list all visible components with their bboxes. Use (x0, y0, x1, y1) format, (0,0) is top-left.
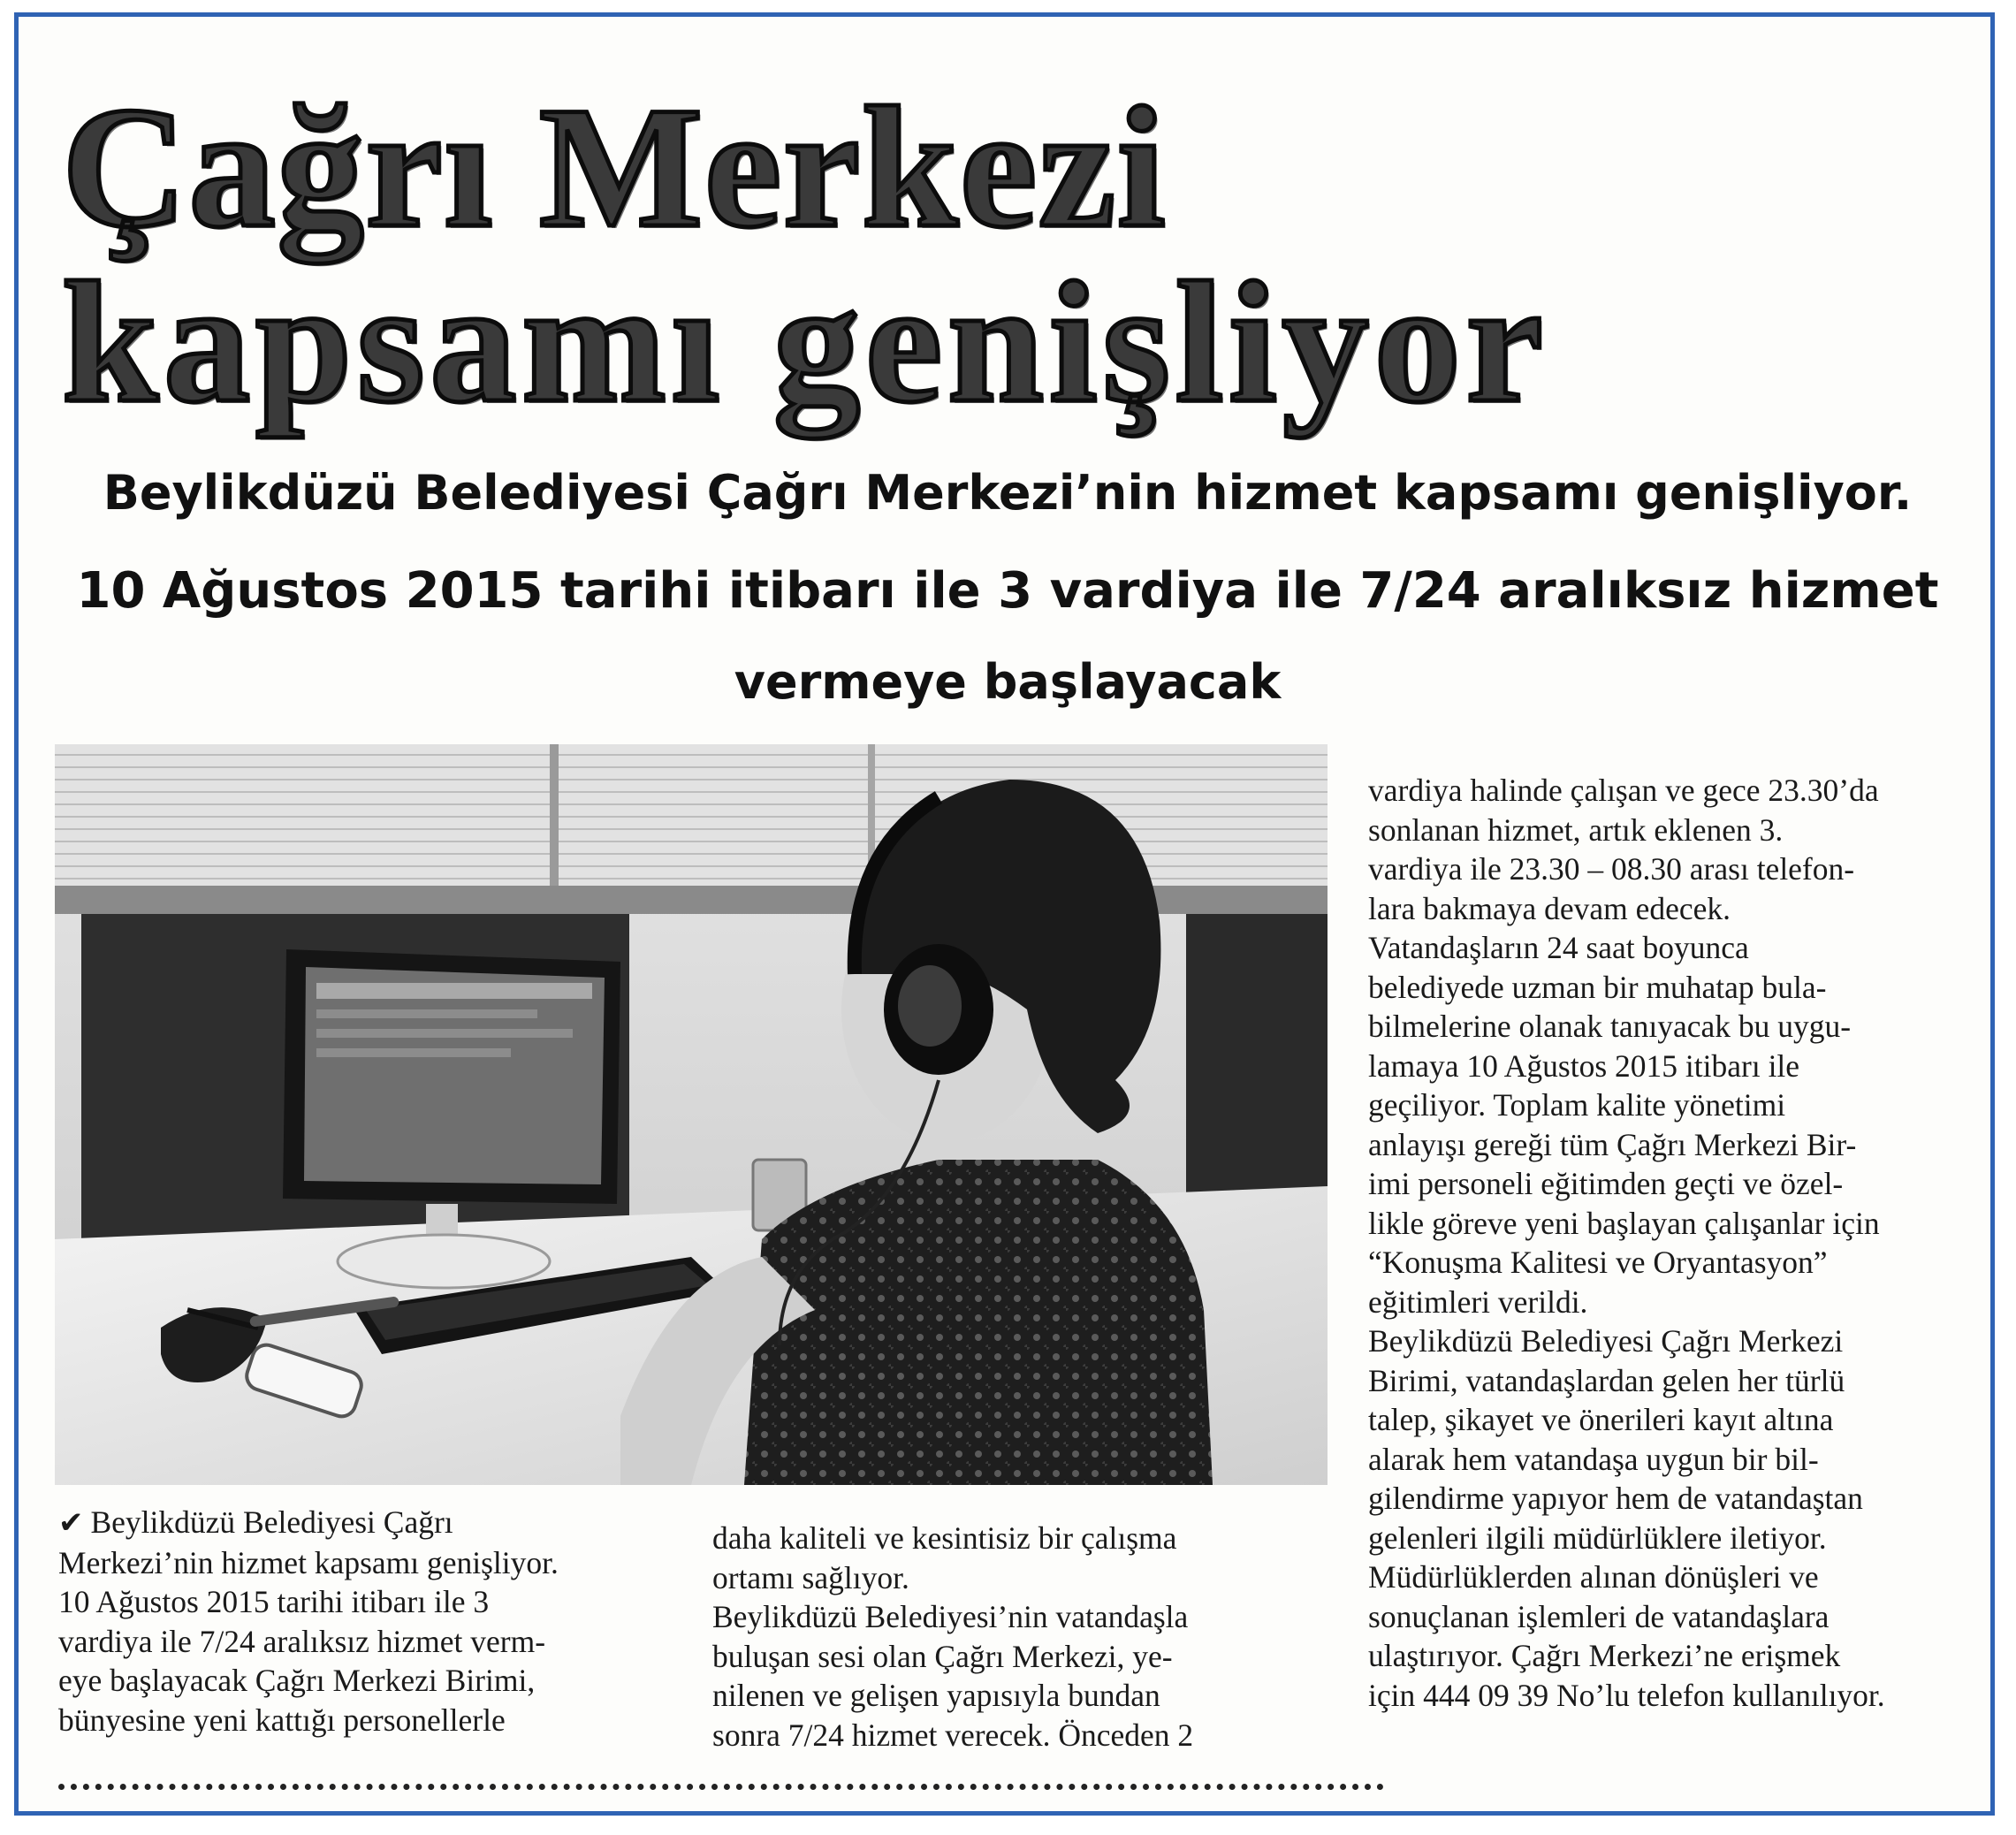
body-line: Vatandaşların 24 saat boyunca (1368, 930, 1749, 965)
body-line: likle göreve yeni başlayan çalışanlar için (1368, 1205, 1880, 1241)
body-line: imi personeli eğitimden geçti ve özel- (1368, 1166, 1844, 1201)
caption-column (58, 1503, 559, 1740)
body-line: için 444 09 39 No’lu telefon kullanılıyor. (1368, 1677, 1885, 1713)
body-line: Beylikdüzü Belediyesi Çağrı Merkezi (1368, 1323, 1844, 1359)
body-line: ortamı sağlıyor. (712, 1559, 909, 1595)
body-line: sonuçlanan işlemleri de vatandaşlara (1368, 1598, 1830, 1634)
caption-line: ✔ Beylikdüzü Belediyesi Çağrı (58, 1504, 453, 1541)
body-line: “Konuşma Kalitesi ve Oryantasyon” (1368, 1245, 1828, 1280)
body-line: sonra 7/24 hizmet verecek. Önceden 2 (712, 1717, 1194, 1753)
operator-body (744, 1160, 1213, 1485)
checkmark-icon: ✔ (58, 1505, 84, 1541)
caption-line: eye başlayacak Çağrı Merkezi Birimi, (58, 1663, 536, 1698)
caption-line: 10 Ağustos 2015 tarihi itibarı ile 3 (58, 1584, 490, 1619)
body-line: vardiya halinde çalışan ve gece 23.30’da (1368, 773, 1879, 808)
deck-line-1: Beylikdüzü Belediyesi Çağrı Merkezi’nin hizmet kapsamı genişliyor. (103, 465, 1913, 521)
body-line: nilenen ve gelişen yapısıyla bundan (712, 1678, 1160, 1713)
right-column (1368, 771, 1885, 1715)
deck-line-3: vermeye başlayacak (734, 654, 1282, 710)
body-line: buluşan sesi olan Çağrı Merkezi, ye- (712, 1638, 1173, 1674)
body-line: lamaya 10 Ağustos 2015 itibarı ile (1368, 1047, 1800, 1084)
body-line: Müdürlüklerden alınan dönüşleri ve (1368, 1559, 1819, 1595)
body-line: eğitimleri verildi. (1368, 1283, 1588, 1320)
body-line: Beylikdüzü Belediyesi’nin vatandaşla (712, 1599, 1189, 1634)
body-line: geçiliyor. Toplam kalite yönetimi (1368, 1087, 1786, 1123)
deck-line-2: 10 Ağustos 2015 tarihi itibarı ile 3 vardiya ile 7/24 aralıksız hizmet (76, 562, 1939, 620)
body-line: daha kaliteli ve kesintisiz bir çalışma (712, 1520, 1177, 1556)
monitor-stand (338, 1235, 550, 1288)
body-line: talep, şikayet ve önerileri kayıt altına (1368, 1402, 1834, 1437)
body-line: lara bakmaya devam edecek. (1368, 890, 1731, 926)
body-line: anlayışı gereği tüm Çağrı Merkezi Bir- (1368, 1126, 1857, 1162)
body-line: belediyede uzman bir muhatap bula- (1368, 969, 1827, 1005)
body-line: Birimi, vatandaşlardan gelen her türlü (1368, 1362, 1845, 1398)
body-line: gilendirme yapıyor hem de vatandaştan (1368, 1481, 1863, 1516)
headline-line-1: Çağrı Merkezi (62, 72, 1168, 263)
caption-line: vardiya ile 7/24 aralıksız hizmet verm- (58, 1623, 546, 1659)
caption-line: Merkezi’nin hizmet kapsamı genişliyor. (58, 1544, 559, 1580)
body-line: alarak hem vatandaşa uygun bir bil- (1368, 1441, 1819, 1477)
body-line: vardiya ile 23.30 – 08.30 arası telefon- (1368, 851, 1855, 887)
middle-column (712, 1519, 1193, 1755)
headline-line-2: kapsamı genişliyor (62, 247, 1548, 438)
call-center-operator-photo (55, 744, 1328, 1485)
body-line: sonlanan hizmet, artık eklenen 3. (1368, 811, 1784, 848)
body-line: bilmelerine olanak tanıyacak bu uygu- (1368, 1009, 1852, 1044)
dotted-divider (58, 1784, 1384, 1790)
body-line: ulaştırıyor. Çağrı Merkezi’ne erişmek (1368, 1638, 1841, 1673)
body-line: gelenleri ilgili müdürlüklere iletiyor. (1368, 1519, 1827, 1556)
monitor-screen (304, 967, 605, 1184)
caption-line: bünyesine yeni kattığı personellerle (58, 1702, 506, 1738)
